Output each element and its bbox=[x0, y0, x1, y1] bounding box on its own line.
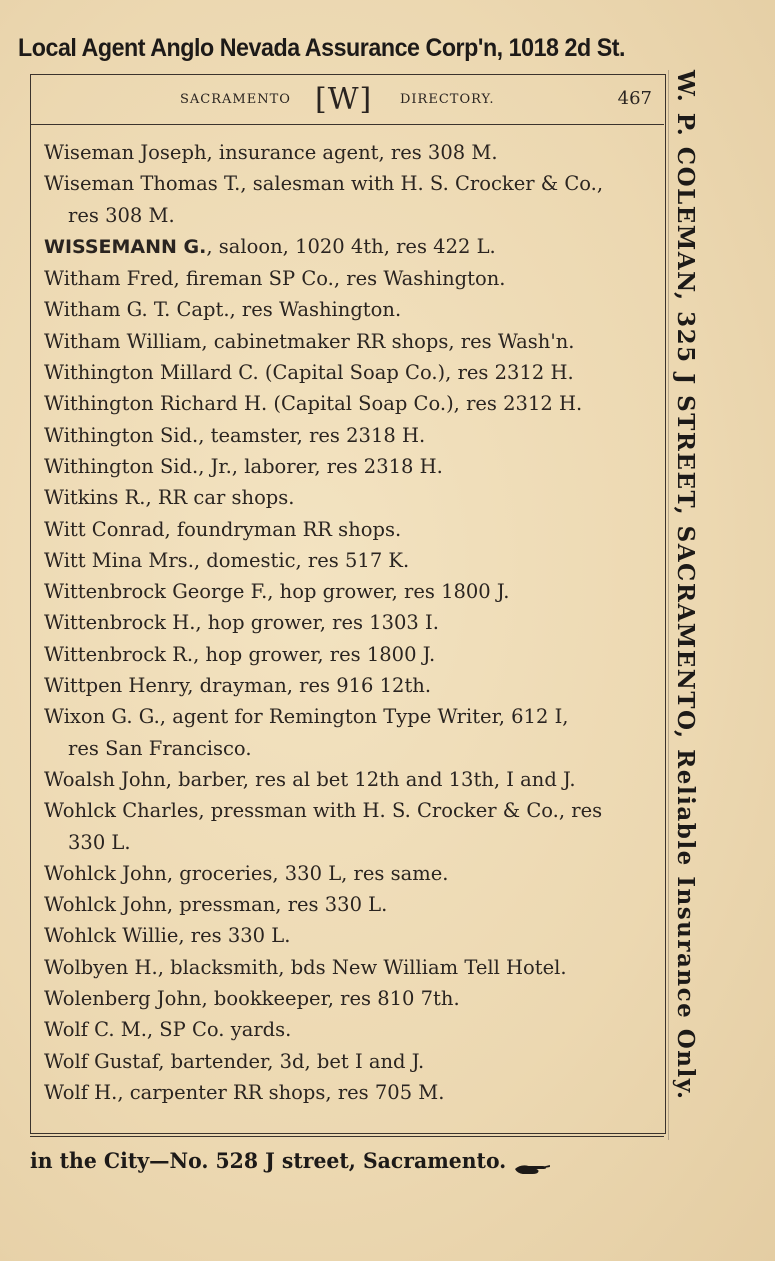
running-head-city: SACRAMENTO bbox=[180, 92, 291, 107]
directory-entry bbox=[44, 326, 656, 357]
entry-text: res 308 M. bbox=[68, 203, 175, 227]
side-advert bbox=[672, 70, 712, 1140]
entry-text: Witt Mina Mrs., domestic, res 517 K. bbox=[44, 548, 410, 572]
directory-entry bbox=[44, 576, 656, 607]
entry-text: Wiseman Joseph, insurance agent, res 308 M. bbox=[44, 141, 498, 164]
directory-entry bbox=[44, 263, 656, 294]
entry-continuation-line bbox=[44, 733, 656, 764]
directory-entry bbox=[44, 1046, 656, 1077]
entry-text: Withington Sid., teamster, res 2318 H. bbox=[44, 423, 426, 447]
directory-entry bbox=[44, 168, 656, 199]
directory-entry bbox=[44, 357, 656, 388]
entry-text: Woalsh John, barber, res al bet 12th and 13th, I and J. bbox=[44, 767, 576, 791]
entry-text: Wittenbrock George F., hop grower, res 1800 J. bbox=[44, 580, 510, 604]
bottom-advert-text: in the City—No. 528 J street, Sacramento. bbox=[30, 1148, 507, 1173]
directory-entry bbox=[44, 451, 656, 482]
entry-text: Witt Conrad, foundryman RR shops. bbox=[44, 517, 402, 541]
entry-continuation-line bbox=[44, 827, 656, 858]
directory-entry bbox=[44, 764, 656, 795]
directory-entry bbox=[44, 420, 656, 451]
directory-entry bbox=[44, 545, 656, 576]
directory-entry bbox=[44, 952, 656, 983]
entry-text: Witham Fred, fireman SP Co., res Washington. bbox=[44, 267, 506, 291]
directory-entry bbox=[44, 858, 656, 889]
directory-entry bbox=[44, 388, 656, 419]
entry-text: Wittenbrock R., hop grower, res 1800 J. bbox=[44, 642, 436, 666]
entry-text: Wittpen Henry, drayman, res 916 12th. bbox=[44, 674, 432, 698]
directory-entry bbox=[44, 1014, 656, 1045]
entry-text: Wiseman Thomas T., salesman with H. S. Crocker & Co., bbox=[44, 172, 604, 196]
directory-entry bbox=[44, 482, 656, 513]
directory-entries bbox=[44, 137, 656, 1108]
directory-entry bbox=[44, 231, 656, 263]
entry-bold-name: WISSEMANN G. bbox=[44, 235, 207, 258]
entry-text: res San Francisco. bbox=[68, 736, 252, 760]
entry-text: 330 L. bbox=[68, 830, 131, 854]
running-head-letter: [W] bbox=[315, 82, 373, 117]
directory-entry bbox=[44, 670, 656, 701]
entry-text: Wohlck John, groceries, 330 L, res same. bbox=[44, 861, 449, 885]
running-head-title: DIRECTORY. bbox=[400, 92, 495, 107]
entry-text: Wolenberg John, bookkeeper, res 810 7th. bbox=[44, 987, 460, 1011]
directory-entry bbox=[44, 294, 656, 325]
directory-entry bbox=[44, 795, 656, 826]
bottom-advert-banner bbox=[30, 1148, 661, 1173]
directory-entry bbox=[44, 514, 656, 545]
entry-text: , saloon, 1020 4th, res 422 L. bbox=[206, 234, 496, 258]
entry-text: Wohlck John, pressman, res 330 L. bbox=[44, 893, 388, 917]
entry-text: Wolf C. M., SP Co. yards. bbox=[44, 1018, 292, 1042]
entry-text: Witham William, cabinetmaker RR shops, res Wash'n. bbox=[44, 329, 575, 353]
side-advert-text: W. P. COLEMAN, 325 J STREET, SACRAMENTO, Reliable Insurance Only. bbox=[672, 70, 699, 1101]
entry-text: Withington Sid., Jr., laborer, res 2318 H. bbox=[44, 454, 443, 478]
frame-double-rule bbox=[30, 1136, 664, 1137]
entry-text: Wittenbrock H., hop grower, res 1303 I. bbox=[44, 611, 439, 635]
directory-entry bbox=[44, 983, 656, 1014]
entry-text: Wolf H., carpenter RR shops, res 705 M. bbox=[44, 1080, 445, 1104]
directory-entry bbox=[44, 1077, 656, 1108]
directory-entry bbox=[44, 639, 656, 670]
header-rule bbox=[30, 124, 664, 125]
pointing-hand-icon bbox=[513, 1156, 552, 1170]
directory-entry bbox=[44, 701, 656, 732]
entry-text: Witkins R., RR car shops. bbox=[44, 486, 295, 510]
entry-text: Wohlck Charles, pressman with H. S. Crocker & Co., res bbox=[44, 799, 603, 823]
entry-text: Wolbyen H., blacksmith, bds New William Tell Hotel. bbox=[44, 955, 567, 979]
entry-text: Wixon G. G., agent for Remington Type Writer, 612 I, bbox=[44, 705, 569, 729]
directory-entry bbox=[44, 607, 656, 638]
top-advert-banner: Local Agent Anglo Nevada Assurance Corp'n, 1018 2d St. bbox=[18, 34, 626, 62]
directory-entry bbox=[44, 137, 656, 168]
page-number: 467 bbox=[617, 88, 652, 109]
entry-continuation-line bbox=[44, 200, 656, 231]
entry-text: Witham G. T. Capt., res Washington. bbox=[44, 298, 402, 322]
directory-entry bbox=[44, 920, 656, 951]
running-head bbox=[30, 84, 664, 118]
entry-text: Wohlck Willie, res 330 L. bbox=[44, 924, 291, 948]
directory-entry bbox=[44, 889, 656, 920]
entry-text: Wolf Gustaf, bartender, 3d, bet I and J. bbox=[44, 1049, 425, 1073]
side-rule bbox=[668, 70, 669, 1140]
entry-text: Withington Millard C. (Capital Soap Co.), res 2312 H. bbox=[44, 361, 574, 385]
entry-text: Withington Richard H. (Capital Soap Co.), res 2312 H. bbox=[44, 392, 583, 416]
